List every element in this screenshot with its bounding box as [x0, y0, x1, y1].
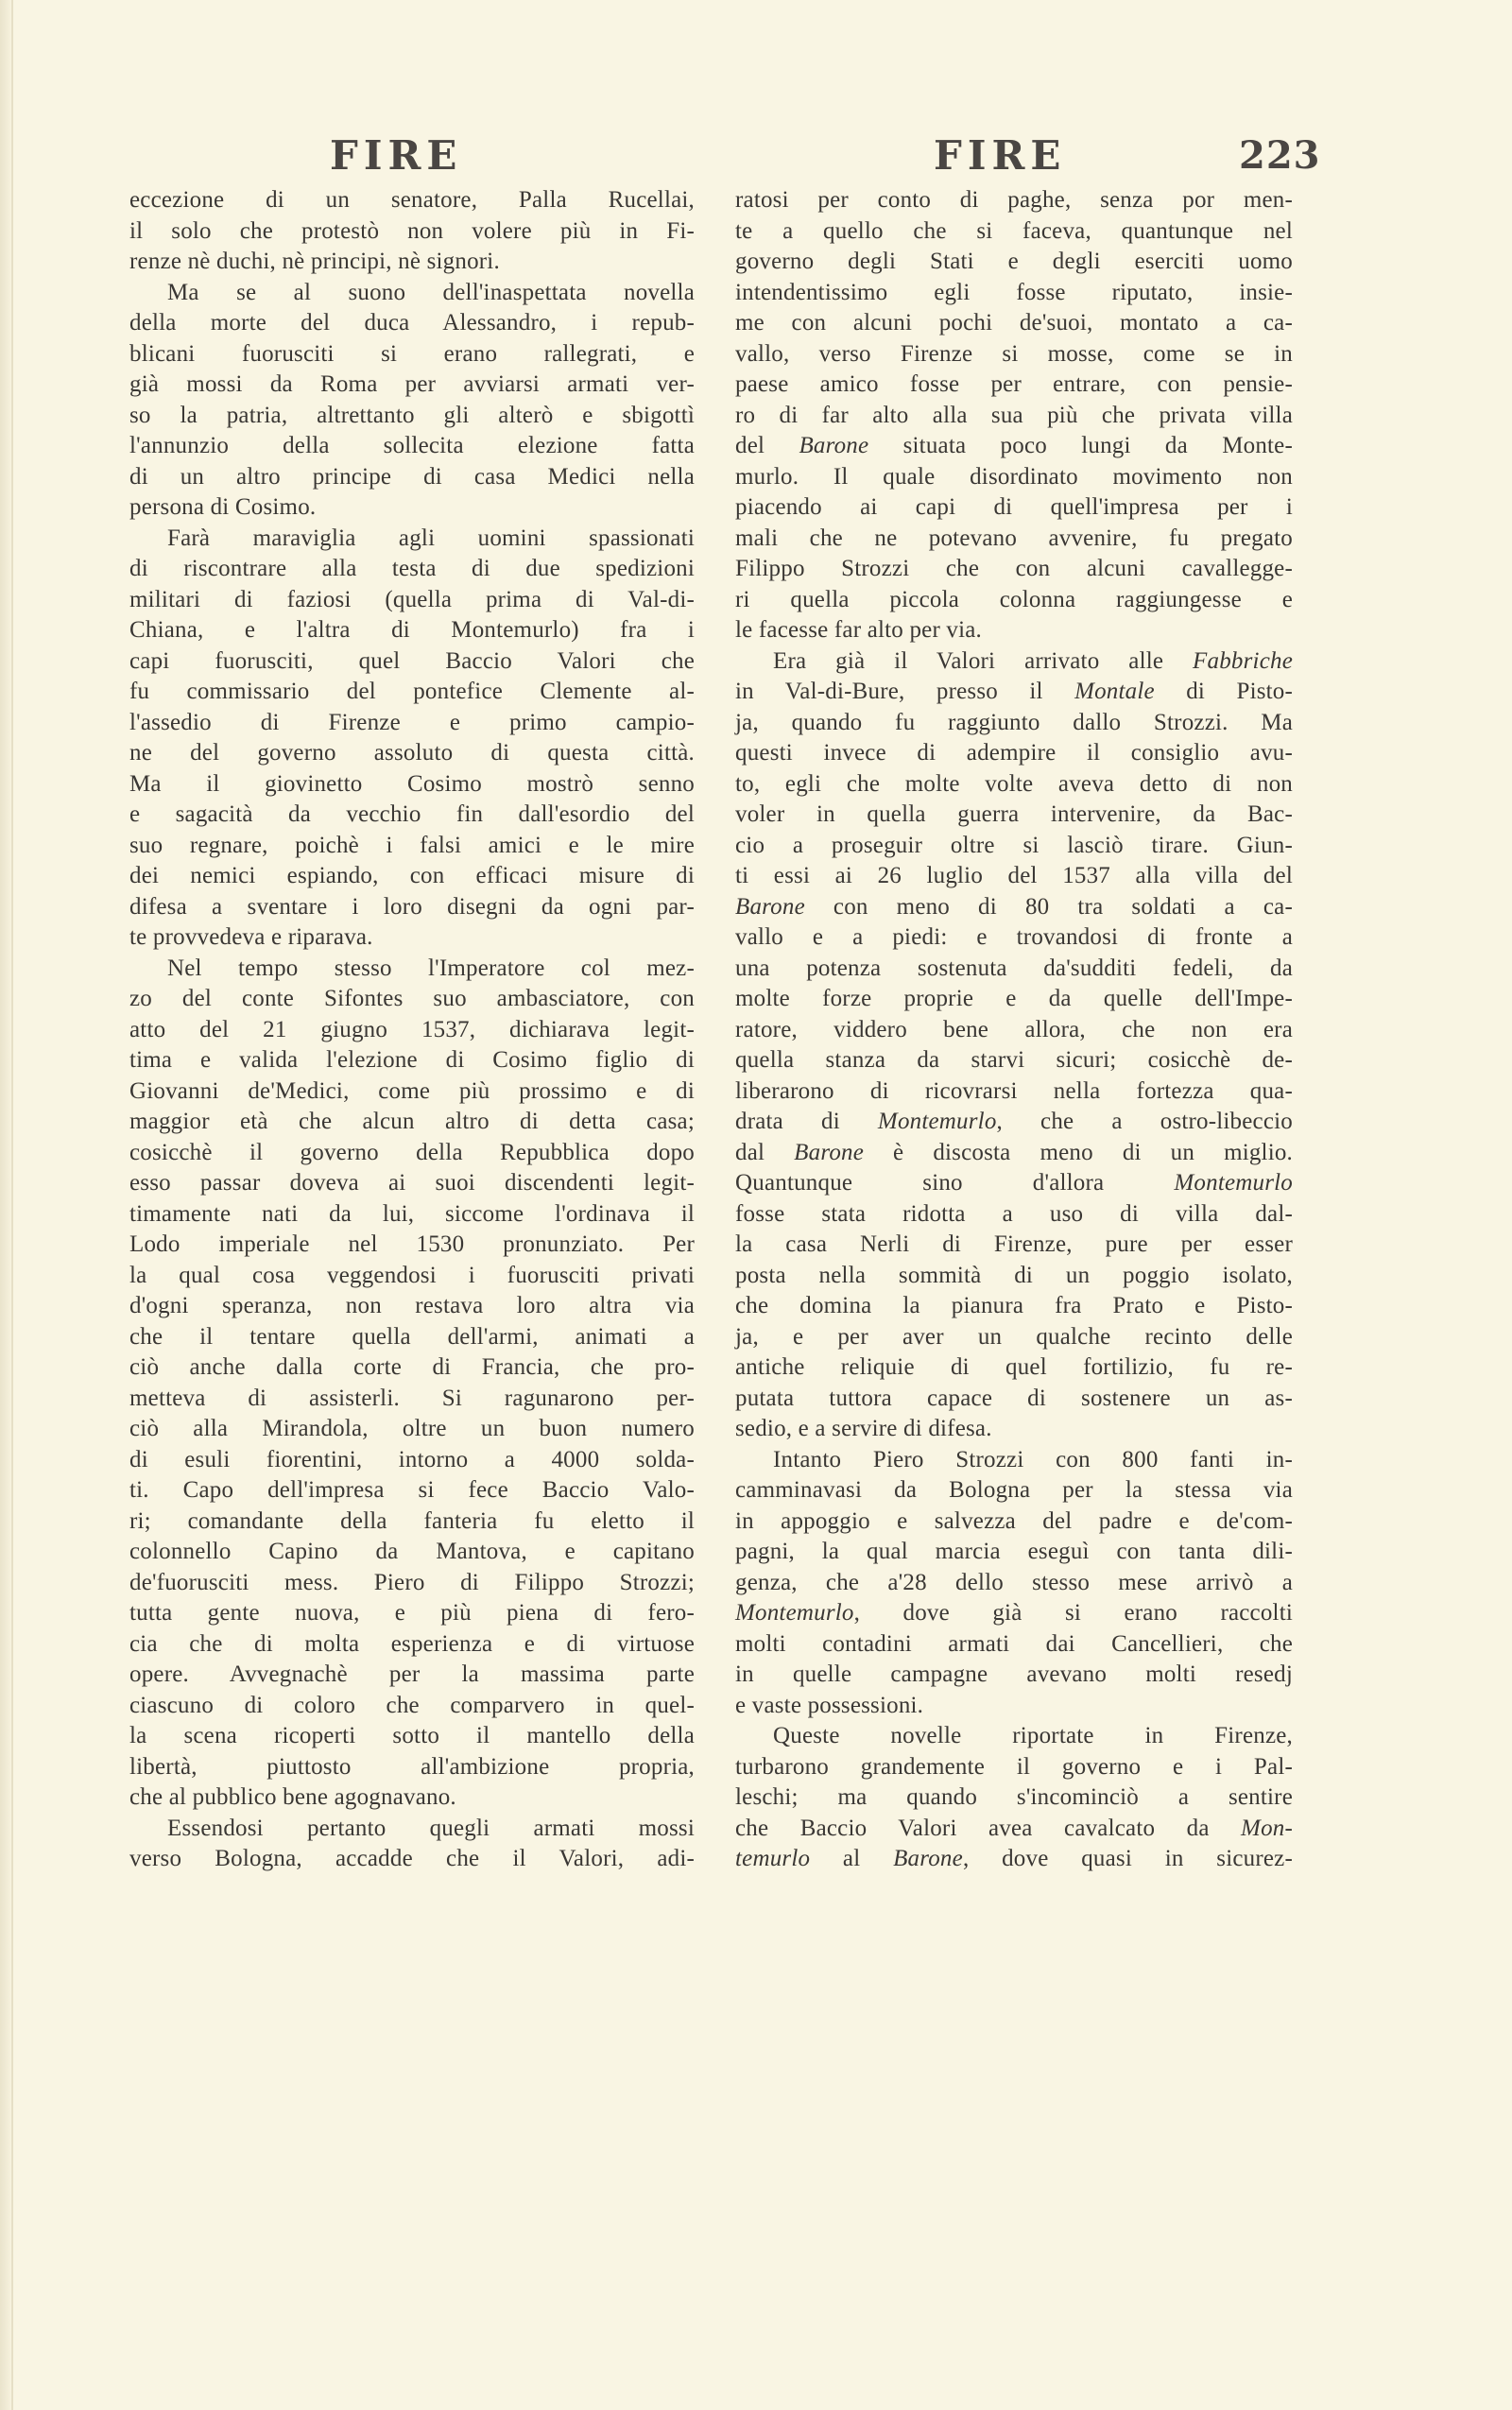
text-line [735, 431, 1293, 462]
text-line: molte forze proprie e da quelle dell'Impe- [735, 986, 1293, 1011]
text-fragment: Quantunque sino d'allora [735, 1170, 1175, 1196]
text-line: tima e valida l'elezione di Cosimo figlio di [129, 1047, 695, 1073]
text-line: il solo che protestò non volere più in Fi- [129, 217, 695, 244]
text-line: ratore, viddero bene allora, che non era [735, 1016, 1293, 1042]
text-line [735, 1814, 1293, 1845]
text-fragment: di Pisto- [1154, 679, 1294, 704]
text-line: ti. Capo dell'impresa si fece Baccio Valo- [129, 1477, 695, 1503]
text-line: cio a proseguir oltre si lasciò tirare. Giun- [735, 832, 1293, 858]
text-line: suo regnare, poichè i falsi amici e le mire [129, 832, 695, 858]
left-text-column [129, 185, 695, 1875]
text-line: questi invece di adempire il consiglio avu- [735, 740, 1293, 766]
text-line: me con alcuni pochi de'suoi, montato a ca- [735, 310, 1293, 336]
running-head-left: FIRE [330, 132, 463, 179]
text-line: e vaste possessioni. [735, 1692, 924, 1718]
text-line: ratosi per conto di paghe, senza por men- [735, 187, 1293, 213]
text-fragment: situata poco lungi da Monte- [868, 433, 1293, 458]
text-line: Chiana, e l'altra di Montemurlo) fra i [129, 617, 695, 643]
text-line [735, 677, 1293, 708]
text-line: eccezione di un senatore, Palla Rucellai, [129, 187, 695, 213]
text-line: pagni, la qual marcia eseguì con tanta dili- [735, 1539, 1293, 1564]
text-line: ne del governo assoluto di questa città. [129, 740, 695, 766]
text-line: ciò alla Mirandola, oltre un buon numero [129, 1416, 695, 1441]
text-line: molti contadini armati dai Cancellieri, che [735, 1630, 1293, 1657]
text-line: zo del conte Sifontes suo ambasciatore, con [129, 986, 695, 1011]
text-line: metteva di assisterli. Si ragunarono per- [129, 1385, 695, 1411]
book-gutter-edge [11, 0, 13, 2410]
text-line: Nel tempo stesso l'Imperatore col mez- [167, 955, 695, 981]
text-line: ri; comandante della fanteria fu eletto il [129, 1507, 695, 1534]
running-head-right: FIRE [934, 132, 1067, 179]
italic-place-name: Barone [794, 1139, 865, 1165]
text-line: in quelle campagne avevano molti resedj [735, 1661, 1293, 1687]
text-line: Lodo imperiale nel 1530 pronunziato. Per [129, 1231, 695, 1257]
text-line: Giovanni de'Medici, come più prossimo e di [129, 1077, 695, 1104]
text-line: Ma il giovinetto Cosimo mostrò senno [129, 770, 695, 797]
text-line: ri quella piccola colonna raggiungesse e [735, 586, 1293, 612]
text-line: maggior età che alcun altro di detta casa; [129, 1109, 695, 1134]
text-line: che il tentare quella dell'armi, animati a [129, 1323, 695, 1350]
italic-place-name: temurlo [735, 1846, 811, 1871]
text-line: ciò anche dalla corte di Francia, che pro- [129, 1354, 695, 1380]
page-number: 223 [1239, 133, 1321, 178]
text-line: le facesse far alto per via. [735, 617, 983, 643]
text-line: murlo. Il quale disordinato movimento non [735, 463, 1293, 490]
text-line: persona di Cosimo. [129, 494, 317, 520]
text-line: verso Bologna, accadde che il Valori, adi- [129, 1846, 695, 1871]
text-line: atto del 21 giugno 1537, dichiarava legit- [129, 1016, 695, 1042]
text-line: militari di faziosi (quella prima di Val-di- [129, 586, 695, 612]
text-fragment: al [810, 1846, 894, 1871]
text-line: ciascuno di coloro che comparvero in quel- [129, 1692, 695, 1718]
text-line [735, 1844, 1293, 1875]
text-line: Filippo Strozzi che con alcuni cavallegge- [735, 556, 1293, 581]
text-line: ja, quando fu raggiunto dallo Strozzi. Ma [735, 709, 1293, 735]
text-line: fosse stata ridotta a uso di villa dal- [735, 1200, 1293, 1227]
text-line: che domina la pianura fra Prato e Pisto- [735, 1293, 1293, 1318]
text-fragment: , che a ostro-libeccio [996, 1109, 1293, 1134]
text-line [735, 1107, 1293, 1138]
text-line: che al pubblico bene agognavano. [129, 1784, 456, 1810]
text-line: ro di far alto alla sua più che privata villa [735, 402, 1293, 428]
text-line: una potenza sostenuta da'sudditi fedeli, da [735, 955, 1293, 981]
text-line: turbarono grandemente il governo e i Pal- [735, 1753, 1293, 1780]
text-line: mali che ne potevano avvenire, fu pregato [735, 525, 1293, 551]
italic-place-name: Montale [1074, 679, 1155, 704]
text-line [735, 646, 1293, 678]
text-line: governo degli Stati e degli eserciti uomo [735, 249, 1293, 274]
text-line [735, 892, 1293, 923]
text-line [735, 1168, 1293, 1199]
text-fragment: drata di [735, 1109, 878, 1134]
text-line: piacendo ai capi di quell'impresa per i [735, 494, 1293, 520]
text-line: la casa Nerli di Firenze, pure per esser [735, 1231, 1293, 1257]
text-line: renze nè duchi, nè principi, nè signori. [129, 249, 500, 274]
text-line: di riscontrare alla testa di due spedizioni [129, 556, 695, 581]
text-line: la scena ricoperti sotto il mantello della [129, 1723, 695, 1748]
text-line: Intanto Piero Strozzi con 800 fanti in- [773, 1446, 1293, 1472]
text-line: cia che di molta esperienza e di virtuose [129, 1630, 695, 1657]
text-line: l'annunzio della sollecita elezione fatta [129, 433, 695, 458]
text-line: te provvedeva e riparava. [129, 924, 373, 950]
text-line: quella stanza da starvi sicuri; cosicchè de- [735, 1047, 1293, 1073]
text-line: cosicchè il governo della Repubblica dopo [129, 1139, 695, 1165]
text-line: paese amico fosse per entrare, con pensie- [735, 371, 1293, 397]
text-line: colonnello Capino da Mantova, e capitano [129, 1539, 695, 1564]
text-line: opere. Avvegnachè per la massima parte [129, 1661, 695, 1687]
text-line: Queste novelle riportate in Firenze, [773, 1723, 1293, 1748]
text-line: fu commissario del pontefice Clemente al- [129, 679, 695, 704]
text-line: sedio, e a servire di difesa. [735, 1416, 992, 1441]
text-line: te a quello che si faceva, quantunque nel [735, 217, 1293, 244]
italic-place-name: Montemurlo [1174, 1170, 1293, 1196]
text-fragment: in Val-di-Bure, presso il [735, 679, 1075, 704]
text-line: voler in quella guerra intervenire, da Bac- [735, 801, 1293, 827]
text-line: Ma se al suono dell'inaspettata novella [167, 279, 695, 305]
text-fragment: è discosta meno di un miglio. [864, 1139, 1293, 1165]
text-line: posta nella sommità di un poggio isolato, [735, 1262, 1293, 1288]
text-line: ti essi ai 26 luglio del 1537 alla villa del [735, 863, 1293, 888]
text-line: so la patria, altrettanto gli alterò e sbigottì [129, 402, 695, 428]
text-line: esso passar doveva ai suoi discendenti legit- [129, 1170, 695, 1196]
text-line: intendentissimo egli fosse riputato, insie- [735, 279, 1293, 305]
text-line: di esuli fiorentini, intorno a 4000 solda- [129, 1446, 695, 1472]
text-fragment: , dove quasi in sicurez- [962, 1846, 1293, 1871]
text-line: putata tuttora capace di sostenere un as- [735, 1385, 1293, 1411]
text-line: timamente nati da lui, siccome l'ordinava il [129, 1200, 695, 1227]
text-line: vallo, verso Firenze si mosse, come se in [735, 340, 1293, 367]
text-line: Essendosi pertanto quegli armati mossi [167, 1815, 695, 1841]
text-line: d'ogni speranza, non restava loro altra via [129, 1293, 695, 1318]
text-line: l'assedio di Firenze e primo campio- [129, 709, 695, 735]
text-line [735, 1138, 1293, 1169]
text-fragment: Era già il Valori arrivato alle [773, 647, 1194, 674]
text-line: leschi; ma quando s'incominciò a sentire [735, 1784, 1293, 1810]
text-fragment: con meno di 80 tra soldati a ca- [804, 893, 1293, 920]
italic-place-name: Barone [735, 893, 805, 920]
text-line: libertà, piuttosto all'ambizione propria, [129, 1753, 695, 1780]
text-line: to, egli che molte volte aveva detto di non [735, 770, 1293, 797]
text-line: vallo e a piedi: e trovandosi di fronte a [735, 924, 1293, 950]
text-line: genza, che a'28 dello stesso mese arrivò a [735, 1569, 1293, 1595]
text-line: dei nemici espiando, con efficaci misure di [129, 863, 695, 888]
italic-place-name: Barone [799, 433, 869, 458]
italic-place-name: Barone [893, 1846, 963, 1871]
text-line: e sagacità da vecchio fin dall'esordio del [129, 801, 695, 827]
text-fragment: che Baccio Valori avea cavalcato da [735, 1815, 1242, 1841]
text-line: della morte del duca Alessandro, i repub- [129, 310, 695, 336]
text-line: in appoggio e salvezza del padre e de'com- [735, 1507, 1293, 1534]
text-line: camminavasi da Bologna per la stessa via [735, 1477, 1293, 1503]
text-line: Farà maraviglia agli uomini spassionati [167, 525, 695, 551]
text-line: di un altro principe di casa Medici nella [129, 463, 695, 490]
text-line: antiche reliquie di quel fortilizio, fu re- [735, 1354, 1293, 1380]
text-fragment: , dove già si erano raccolti [853, 1600, 1293, 1626]
text-line: liberarono di ricovrarsi nella fortezza qua- [735, 1077, 1293, 1104]
text-line: difesa a sventare i loro disegni da ogni par- [129, 893, 695, 920]
italic-place-name: Montemurlo [735, 1600, 854, 1626]
text-line: la qual cosa veggendosi i fuorusciti privati [129, 1262, 695, 1288]
text-fragment: del [735, 433, 799, 458]
italic-place-name: Mon- [1241, 1815, 1293, 1841]
italic-place-name: Fabbriche [1193, 647, 1293, 674]
italic-place-name: Montemurlo [877, 1109, 997, 1134]
text-fragment: dal [735, 1139, 795, 1165]
text-line: de'fuorusciti mess. Piero di Filippo Strozzi; [129, 1569, 695, 1595]
text-line: blicani fuorusciti si erano rallegrati, e [129, 340, 695, 367]
text-line: già mossi da Roma per avviarsi armati ver- [129, 371, 695, 397]
text-line: tutta gente nuova, e più piena di fero- [129, 1600, 695, 1626]
text-line: capi fuorusciti, quel Baccio Valori che [129, 647, 695, 674]
text-line: ja, e per aver un qualche recinto delle [735, 1323, 1293, 1350]
text-line [735, 1598, 1293, 1629]
right-text-column [735, 185, 1293, 1875]
